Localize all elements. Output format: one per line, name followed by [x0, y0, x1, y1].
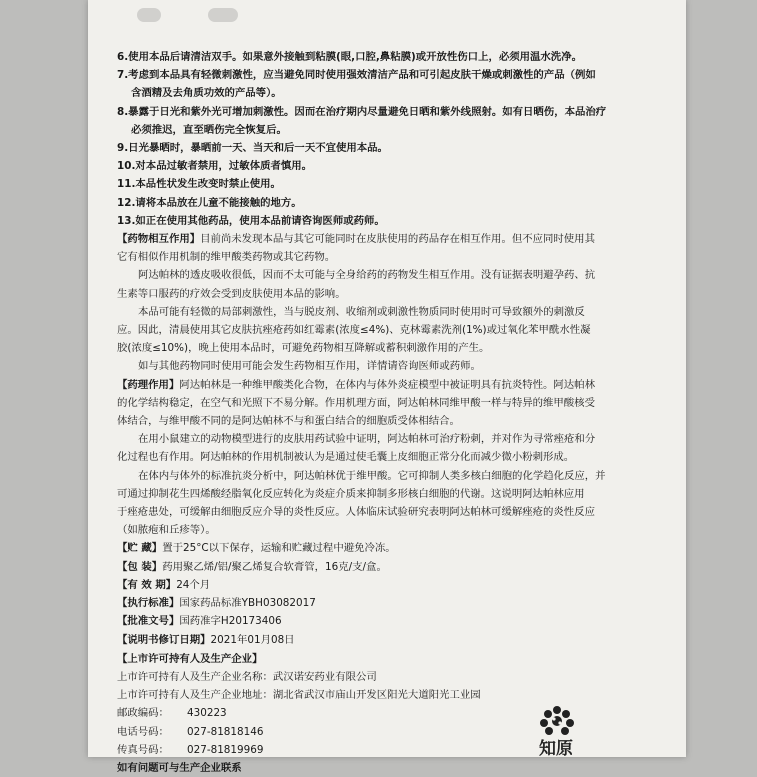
precaution-line: 10.对本品过敏者禁用，过敏体质者慎用。 — [117, 160, 313, 173]
pharmacology-text: 化过程也有作用。阿达帕林的作用机制被认为是通过使毛囊上皮细胞正常分化而减少微小粉刺形成。 — [117, 451, 575, 464]
manufacturer-name: 上市许可持有人及生产企业名称：武汉诺安药业有限公司 — [117, 670, 377, 683]
precaution-line: 13.如正在使用其他药品，使用本品前请咨询医师或药师。 — [117, 214, 385, 227]
standard-field: 【执行标准】 国家药品标准YBH03082017 — [117, 597, 316, 610]
precaution-line: 6.使用本品后请清洁双手。如果意外接触到粘膜(眼,口腔,鼻粘膜)或开放性伤口上，必须用温水洗净。 — [117, 51, 582, 63]
pharmacology-text: 体结合，与维甲酸不同的是阿达帕林不与和蛋白结合的细胞质受体相结合。 — [117, 415, 460, 428]
precautions-list — [117, 48, 645, 230]
precaution-line: 8.暴露于日光和紫外光可增加刺激性。因而在治疗期内尽量避免日晒和紫外线照射。如有日晒伤，本品治疗 — [117, 105, 607, 118]
interaction-text: 它有相似作用机制的维甲酸类药物或其它药物。 — [117, 251, 336, 264]
manufacturer-heading: 【上市许可持有人及生产企业】 — [117, 652, 263, 665]
postal-code: 邮政编码： 430223 — [117, 707, 227, 720]
precaution-line: 12.请将本品放在儿童不能接触的地方。 — [117, 196, 302, 209]
bleed-mark-left — [137, 8, 161, 22]
precaution-line: 11.本品性状发生改变时禁止使用。 — [117, 178, 281, 191]
interaction-text: 如与其他药物同时使用可能会发生药物相互作用，详情请咨询医师或药师。 — [138, 360, 481, 373]
interaction-text: 阿达帕林的透皮吸收很低，因而不太可能与全身给药的药物发生相互作用。没有证据表明避孕药、抗 — [138, 269, 596, 282]
interaction-text: 本品可能有轻微的局部刺激性，当与脱皮剂、收缩剂或刺激性物质同时使用时可导致额外的刺激反 — [138, 305, 585, 318]
precaution-line: 必须推迟，直至晒伤完全恢复后。 — [131, 123, 287, 136]
pharmacology-text: 于痤疮患处，可缓解由细胞反应介导的炎性反应。人体临床试验研究表明阿达帕林可缓解痤疮的炎性反应 — [117, 506, 595, 519]
pharmacology-text: 在体内与体外的标准抗炎分析中，阿达帕林优于维甲酸。它可抑制人类多核白细胞的化学趋化反应，并 — [138, 469, 606, 482]
interaction-section — [117, 230, 645, 376]
info-fields — [117, 539, 645, 648]
pharmacology-text: 可通过抑制花生四烯酸经脂氧化反应转化为炎症介质来抑制多形核白细胞的代谢。这说明阿达帕林应用 — [117, 487, 585, 500]
contact-footer: 如有问题可与生产企业联系 — [117, 761, 242, 774]
storage-field: 【贮 藏】 置于25°C以下保存，运输和贮藏过程中避免冷冻。 — [117, 542, 396, 555]
precaution-line: 7.考虑到本品具有轻微刺激性，应当避免同时使用强效清洁产品和可引起皮肤干燥或刺激性的产品（例如 — [117, 69, 596, 82]
fax-number: 传真号码： 027-81819969 — [117, 743, 264, 756]
manufacturer-address: 上市许可持有人及生产企业地址：湖北省武汉市庙山开发区阳光大道阳光工业园 — [117, 689, 481, 702]
interaction-text: 胶(浓度≤10%)，晚上使用本品时，可避免药物相互降解或蓄积刺激作用的产生。 — [117, 342, 490, 355]
approval-number-field: 【批准文号】 国药准字H20173406 — [117, 615, 282, 628]
interaction-label: 【药物相互作用】 — [117, 233, 201, 246]
pharmacology-section — [117, 376, 645, 540]
package-field: 【包 装】 药用聚乙烯/铝/聚乙烯复合软膏管，16克/支/盒。 — [117, 560, 387, 573]
pharmacology-label: 【药理作用】 — [117, 378, 180, 391]
interaction-text: 生素等口服药的疗效会受到皮肤使用本品的影响。 — [117, 287, 346, 300]
bleed-mark-right — [208, 8, 238, 22]
revision-date-field: 【说明书修订日期】 2021年01月08日 — [117, 633, 295, 646]
pharmacology-text: 阿达帕林是一种维甲酸类化合物，在体内与体外炎症模型中被证明具有抗炎特性。阿达帕林 — [179, 378, 595, 391]
pharmacology-text: 的化学结构稳定，在空气和光照下不易分解。作用机理方面，阿达帕林同维甲酸一样与特异的维甲酸核受 — [117, 396, 595, 409]
interaction-text: 应。因此，清晨使用其它皮肤抗痤疮药如红霉素(浓度≤4%)、克林霉素洗剂(1%)或过氧化苯甲酰水性凝 — [117, 324, 591, 337]
leaflet-content — [117, 48, 645, 777]
pharmacology-text: （如脓疱和丘疹等）。 — [117, 524, 216, 537]
phone-number: 电话号码： 027-81818146 — [117, 725, 264, 738]
shelf-life-field: 【有 效 期】 24个月 — [117, 578, 211, 591]
brand-logo-text: 知原 — [539, 739, 573, 759]
interaction-text: 目前尚未发现本品与其它可能同时在皮肤使用的药品存在相互作用。但不应同时使用其 — [200, 233, 595, 246]
precaution-line: 9.日光暴晒时，暴晒前一天、当天和后一天不宜使用本品。 — [117, 142, 388, 155]
pharmacology-text: 在用小鼠建立的动物模型进行的皮肤用药试验中证明，阿达帕林可治疗粉刺，并对作为寻常痤疮和分 — [138, 433, 596, 446]
precaution-line: 含酒精及去角质功效的产品等）。 — [131, 87, 282, 100]
